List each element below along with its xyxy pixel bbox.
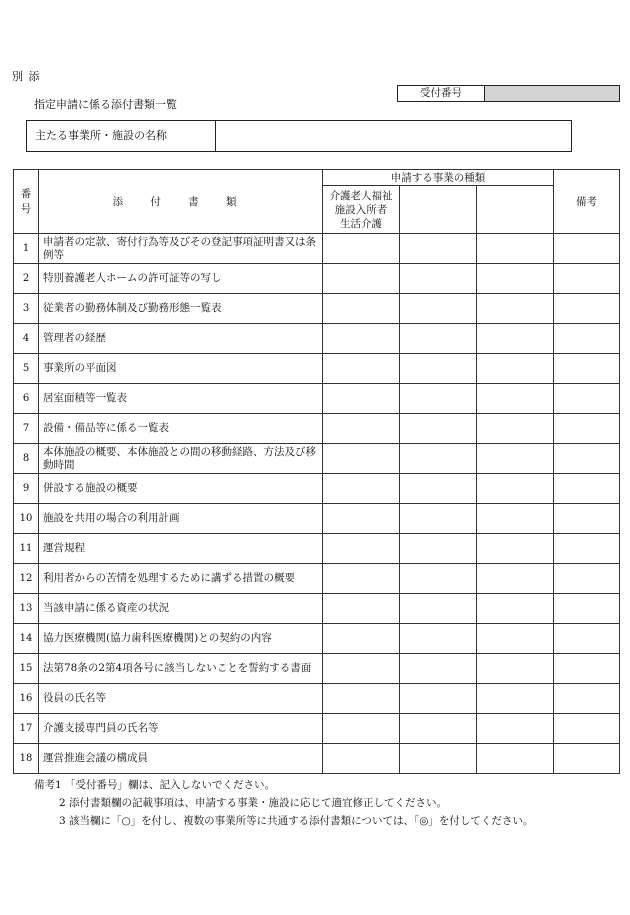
row-document: 協力医療機関(協力歯科医療機関)との契約の内容 <box>39 624 323 654</box>
check-cell[interactable] <box>323 744 400 774</box>
row-number: 1 <box>14 234 39 264</box>
check-cell[interactable] <box>400 684 477 714</box>
receipt-number-label: 受付番号 <box>398 86 485 101</box>
facility-name-box <box>26 120 572 152</box>
header-business-type-1-line3: 生活介護 <box>340 217 382 230</box>
header-business-types: 申請する事業の種類 <box>323 170 554 186</box>
check-cell[interactable] <box>400 234 477 264</box>
row-number: 14 <box>14 624 39 654</box>
row-number: 18 <box>14 744 39 774</box>
check-cell[interactable] <box>323 414 400 444</box>
check-cell[interactable] <box>323 534 400 564</box>
row-number: 5 <box>14 354 39 384</box>
check-cell[interactable] <box>400 564 477 594</box>
check-cell[interactable] <box>477 594 554 624</box>
row-number: 16 <box>14 684 39 714</box>
table-row <box>14 264 620 294</box>
table-row <box>14 324 620 354</box>
header-number-line1: 番 <box>20 187 32 200</box>
check-cell[interactable] <box>323 504 400 534</box>
table-row <box>14 414 620 444</box>
table-row <box>14 684 620 714</box>
row-number: 17 <box>14 714 39 744</box>
check-cell[interactable] <box>477 414 554 444</box>
row-document: 管理者の経歴 <box>39 324 323 354</box>
receipt-number-box <box>397 85 620 102</box>
check-cell[interactable] <box>400 384 477 414</box>
row-number: 11 <box>14 534 39 564</box>
note-2: 2 添付書類欄の記載事項は、申請する事業・施設に応じて適宜修正してください。 <box>59 797 448 809</box>
row-document: 介護支援専門員の氏名等 <box>39 714 323 744</box>
table-row <box>14 594 620 624</box>
row-document: 事業所の平面図 <box>39 354 323 384</box>
check-cell[interactable] <box>400 414 477 444</box>
header-documents: 添 付 書 類 <box>39 170 323 234</box>
remarks-cell[interactable] <box>554 534 620 564</box>
header-business-type-2 <box>400 186 477 234</box>
check-cell[interactable] <box>323 264 400 294</box>
row-document: 設備・備品等に係る一覧表 <box>39 414 323 444</box>
check-cell[interactable] <box>400 744 477 774</box>
row-document: 運営規程 <box>39 534 323 564</box>
check-cell[interactable] <box>477 474 554 504</box>
receipt-number-field[interactable] <box>485 86 619 101</box>
table-row <box>14 744 620 774</box>
check-cell[interactable] <box>477 294 554 324</box>
remarks-cell[interactable] <box>554 444 620 474</box>
check-cell[interactable] <box>400 594 477 624</box>
table-row <box>14 474 620 504</box>
check-cell[interactable] <box>323 234 400 264</box>
row-number: 12 <box>14 564 39 594</box>
remarks-cell[interactable] <box>554 354 620 384</box>
check-cell[interactable] <box>323 444 400 474</box>
row-number: 6 <box>14 384 39 414</box>
check-cell[interactable] <box>400 534 477 564</box>
page-title: 指定申請に係る添付書類一覧 <box>34 98 177 111</box>
remarks-cell[interactable] <box>554 504 620 534</box>
remarks-cell[interactable] <box>554 414 620 444</box>
check-cell[interactable] <box>323 624 400 654</box>
check-cell[interactable] <box>400 294 477 324</box>
check-cell[interactable] <box>477 564 554 594</box>
row-number: 10 <box>14 504 39 534</box>
check-cell[interactable] <box>477 744 554 774</box>
check-cell[interactable] <box>477 534 554 564</box>
check-cell[interactable] <box>400 654 477 684</box>
remarks-cell[interactable] <box>554 234 620 264</box>
notes-section <box>34 776 533 830</box>
check-cell[interactable] <box>400 444 477 474</box>
table-row <box>14 384 620 414</box>
remarks-cell[interactable] <box>554 294 620 324</box>
table-row <box>14 624 620 654</box>
remarks-cell[interactable] <box>554 594 620 624</box>
remarks-cell[interactable] <box>554 744 620 774</box>
check-cell[interactable] <box>323 294 400 324</box>
appendix-label: 別 添 <box>12 70 41 83</box>
row-document: 施設を共用の場合の利用計画 <box>39 504 323 534</box>
table-row <box>14 294 620 324</box>
header-business-type-3 <box>477 186 554 234</box>
remarks-cell[interactable] <box>554 564 620 594</box>
check-cell[interactable] <box>477 654 554 684</box>
table-row <box>14 534 620 564</box>
row-number: 13 <box>14 594 39 624</box>
check-cell[interactable] <box>323 654 400 684</box>
row-document: 居室面積等一覧表 <box>39 384 323 414</box>
row-number: 4 <box>14 324 39 354</box>
attachment-table <box>13 169 620 774</box>
check-cell[interactable] <box>323 684 400 714</box>
header-remarks: 備考 <box>554 170 620 234</box>
check-cell[interactable] <box>323 384 400 414</box>
table-row <box>14 504 620 534</box>
check-cell[interactable] <box>477 444 554 474</box>
row-document: 役員の氏名等 <box>39 684 323 714</box>
header-business-type-1-line1: 介護老人福祉 <box>329 189 393 202</box>
check-cell[interactable] <box>400 474 477 504</box>
check-cell[interactable] <box>400 264 477 294</box>
check-cell[interactable] <box>323 714 400 744</box>
row-document: 申請者の定款、寄付行為等及びその登記事項証明書又は条例等 <box>39 234 323 264</box>
check-cell[interactable] <box>477 684 554 714</box>
header-number-line2: 号 <box>20 202 32 215</box>
check-cell[interactable] <box>323 474 400 504</box>
row-document: 当該申請に係る資産の状況 <box>39 594 323 624</box>
row-number: 7 <box>14 414 39 444</box>
remarks-cell[interactable] <box>554 474 620 504</box>
table-row <box>14 654 620 684</box>
row-document: 併設する施設の概要 <box>39 474 323 504</box>
header-business-type-1 <box>323 186 400 234</box>
row-number: 3 <box>14 294 39 324</box>
check-cell[interactable] <box>323 594 400 624</box>
row-document: 利用者からの苦情を処理するために講ずる措置の概要 <box>39 564 323 594</box>
check-cell[interactable] <box>477 234 554 264</box>
table-row <box>14 234 620 264</box>
table-row <box>14 444 620 474</box>
check-cell[interactable] <box>400 324 477 354</box>
check-cell[interactable] <box>477 504 554 534</box>
check-cell[interactable] <box>477 354 554 384</box>
note-1: 備考1 「受付番号」欄は、記入しないでください。 <box>34 779 276 791</box>
check-cell[interactable] <box>477 264 554 294</box>
remarks-cell[interactable] <box>554 324 620 354</box>
check-cell[interactable] <box>400 504 477 534</box>
table-row <box>14 354 620 384</box>
row-number: 15 <box>14 654 39 684</box>
check-cell[interactable] <box>323 564 400 594</box>
remarks-cell[interactable] <box>554 714 620 744</box>
check-cell[interactable] <box>400 714 477 744</box>
check-cell[interactable] <box>477 384 554 414</box>
row-number: 9 <box>14 474 39 504</box>
check-cell[interactable] <box>400 624 477 654</box>
check-cell[interactable] <box>400 354 477 384</box>
facility-name-label: 主たる事業所・施設の名称 <box>27 121 216 151</box>
row-document: 特別養護老人ホームの許可証等の写し <box>39 264 323 294</box>
row-document: 従業者の勤務体制及び勤務形態一覧表 <box>39 294 323 324</box>
remarks-cell[interactable] <box>554 684 620 714</box>
facility-name-field[interactable] <box>216 121 571 151</box>
header-business-type-1-line2: 施設入所者 <box>334 203 388 216</box>
note-3: 3 該当欄に「○」を付し、複数の事業所等に共通する添付書類については、「◎」を付してください。 <box>59 815 534 827</box>
check-cell[interactable] <box>477 714 554 744</box>
row-document: 本体施設の概要、本体施設との間の移動経路、方法及び移動時間 <box>39 444 323 474</box>
remarks-cell[interactable] <box>554 654 620 684</box>
check-cell[interactable] <box>477 324 554 354</box>
remarks-cell[interactable] <box>554 624 620 654</box>
check-cell[interactable] <box>477 624 554 654</box>
table-row <box>14 714 620 744</box>
row-number: 2 <box>14 264 39 294</box>
remarks-cell[interactable] <box>554 384 620 414</box>
check-cell[interactable] <box>323 354 400 384</box>
header-number <box>14 170 39 234</box>
row-number: 8 <box>14 444 39 474</box>
row-document: 法第78条の2第4項各号に該当しないことを誓約する書面 <box>39 654 323 684</box>
row-document: 運営推進会議の構成員 <box>39 744 323 774</box>
table-row <box>14 564 620 594</box>
remarks-cell[interactable] <box>554 264 620 294</box>
check-cell[interactable] <box>323 324 400 354</box>
